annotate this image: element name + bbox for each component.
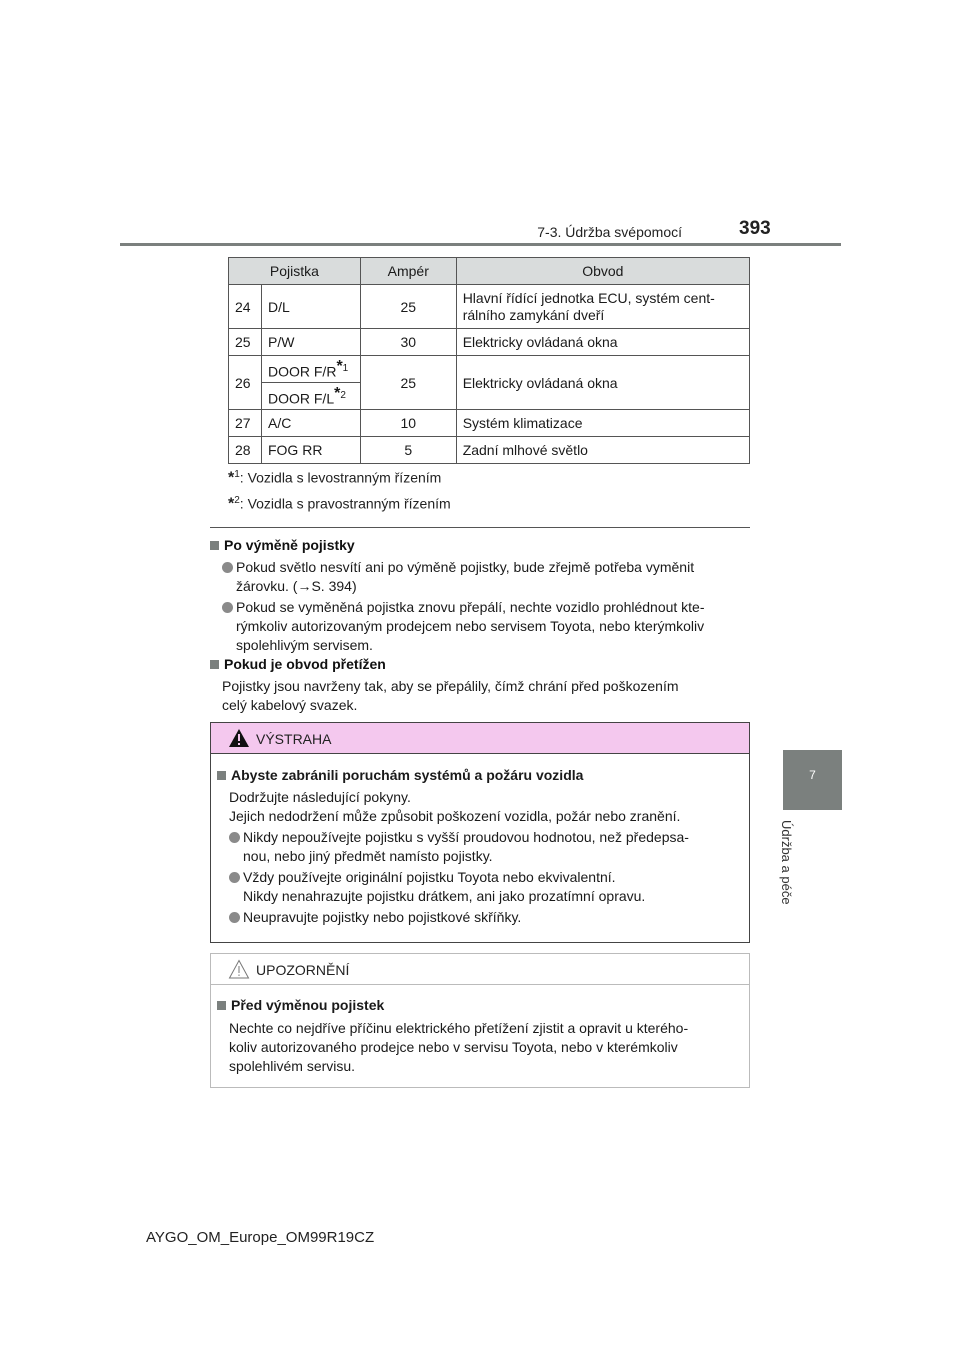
caution-text-line: koliv autorizovaného prodejce nebo v servisu Toyota, nebo v kterémkoliv	[229, 1039, 678, 1055]
warning-intro-line: Jejich nedodržení může způsobit poškození vozidla, požár nebo zranění.	[229, 808, 681, 824]
warning-heading	[217, 767, 583, 783]
fuse-amp: 5	[360, 437, 456, 464]
warning-box	[210, 722, 750, 943]
paragraph	[222, 677, 750, 715]
table-row	[229, 329, 750, 356]
caution-header	[211, 954, 749, 985]
fuse-amp: 25	[360, 356, 456, 410]
list-item-line: Pokud se vyměněná pojistka znovu přepálí, nechte vozidlo prohlédnout kte-	[236, 599, 705, 615]
header-rule	[120, 243, 841, 246]
fuse-no: 27	[229, 410, 262, 437]
warning-triangle-icon	[228, 728, 250, 748]
caution-heading	[217, 997, 384, 1013]
section-heading	[210, 537, 355, 553]
fuse-amp: 25	[360, 285, 456, 329]
caution-text-line: Nechte co nejdříve příčinu elektrického přetížení zjistit a opravit u kterého-	[229, 1020, 689, 1036]
bullet-dot-icon	[229, 912, 240, 923]
col-header-amp: Ampér	[360, 258, 456, 285]
caution-box	[210, 953, 750, 1088]
footnote-num: 1	[234, 469, 240, 480]
fuse-name: FOG RR	[261, 437, 360, 464]
warning-label: VÝSTRAHA	[256, 731, 332, 747]
square-bullet-icon	[217, 1001, 226, 1010]
fuse-circuit	[456, 285, 749, 329]
fuse-no: 28	[229, 437, 262, 464]
section-heading-text: Po výměně pojistky	[224, 537, 355, 553]
bullet-dot-icon	[222, 562, 233, 573]
warning-heading-text: Abyste zabránili poruchám systémů a požáru vozidla	[231, 767, 584, 783]
caution-text	[229, 1019, 743, 1076]
footnote-mark: *	[228, 495, 235, 513]
footnote-ref: 2	[340, 390, 346, 402]
fuse-circuit-line: Hlavní řídící jednotka ECU, systém cent-	[462, 289, 715, 306]
chapter-number: 7	[809, 768, 816, 782]
fuse-circuit: Elektricky ovládaná okna	[456, 329, 749, 356]
footnote-num: 2	[234, 495, 240, 506]
col-header-fuse: Pojistka	[229, 258, 361, 285]
fuse-name: A/C	[261, 410, 360, 437]
chapter-label-text: Údržba a péče	[779, 820, 794, 905]
caution-text-line: spolehlivém servisu.	[229, 1058, 356, 1074]
section-title: 7-3. Údržba svépomocí	[537, 224, 682, 240]
footnote-text: : Vozidla s pravostranným řízením	[239, 495, 451, 512]
fuse-circuit-line: rálního zamykání dveří	[462, 306, 605, 323]
fuse-circuit: Systém klimatizace	[456, 410, 749, 437]
fuse-table	[228, 257, 750, 464]
list-item-line: Neupravujte pojistky nebo pojistkové skříňky.	[243, 909, 522, 925]
list-item	[229, 908, 743, 927]
square-bullet-icon	[217, 771, 226, 780]
list-item-line: Nikdy nepoužívejte pojistku s vyšší proudovou hodnotou, než předepsa-	[243, 829, 689, 845]
list-item-line: spolehlivým servisem.	[236, 637, 373, 653]
caution-heading-text: Před výměnou pojistek	[231, 997, 385, 1013]
list-item	[222, 598, 750, 655]
caution-label: UPOZORNĚNÍ	[256, 962, 350, 978]
list-item	[222, 558, 750, 596]
footnote-mark: *	[334, 385, 341, 403]
table-row	[229, 285, 750, 329]
list-item	[229, 868, 743, 906]
bullet-dot-icon	[229, 832, 240, 843]
paragraph-line: Pojistky jsou navrženy tak, aby se přepálily, čímž chrání před poškozením	[222, 678, 679, 694]
fuse-amp: 30	[360, 329, 456, 356]
square-bullet-icon	[210, 541, 219, 550]
fuse-name: P/W	[261, 329, 360, 356]
square-bullet-icon	[210, 660, 219, 669]
fuse-name-text: DOOR F/L	[267, 390, 335, 407]
page-number: 393	[739, 218, 771, 239]
fuse-circuit: Zadní mlhové světlo	[456, 437, 749, 464]
footnote	[228, 469, 441, 488]
fuse-no: 25	[229, 329, 262, 356]
fuse-circuit: Elektricky ovládaná okna	[456, 356, 749, 410]
chapter-label	[779, 820, 806, 920]
section-heading-text: Pokud je obvod přetížen	[224, 656, 386, 672]
list-item-line: Nikdy nenahrazujte pojistku drátkem, ani jako prozatímní opravu.	[243, 888, 646, 904]
fuse-no: 26	[229, 356, 262, 410]
fuse-name-text: DOOR F/R	[267, 363, 337, 380]
list-item	[229, 828, 743, 866]
bullet-dot-icon	[222, 602, 233, 613]
list-item-line: nou, nebo jiný předmět namísto pojistky.	[243, 848, 493, 864]
footnote-mark: *	[228, 469, 235, 487]
list-item-line: rýmkoliv autorizovaným prodejcem nebo servisem Toyota, nebo kterýmkoliv	[236, 618, 705, 634]
footnote	[228, 495, 451, 514]
footnote-ref: 1	[342, 363, 349, 375]
warning-intro-line: Dodržujte následující pokyny.	[229, 789, 411, 805]
table-row	[229, 437, 750, 464]
section-heading	[210, 656, 386, 672]
warning-intro	[229, 788, 743, 826]
fuse-name: D/L	[261, 285, 360, 329]
section-divider	[210, 527, 750, 528]
footer-doc-id: AYGO_OM_Europe_OM99R19CZ	[146, 1229, 375, 1246]
bullet-dot-icon	[229, 872, 240, 883]
list-item-line: Vždy používejte originální pojistku Toyota nebo ekvivalentní.	[243, 869, 616, 885]
table-row	[229, 356, 750, 383]
warning-header	[211, 723, 749, 754]
list-item-line: Pokud světlo nesvítí ani po výměně pojistky, bude zřejmě potřeba vyměnit	[236, 559, 695, 575]
fuse-name	[261, 356, 360, 383]
paragraph-line: celý kabelový svazek.	[222, 697, 358, 713]
fuse-amp: 10	[360, 410, 456, 437]
chapter-tab	[783, 750, 842, 810]
caution-triangle-icon	[228, 959, 250, 979]
list-item-line: žárovku. (→S. 394)	[236, 578, 357, 594]
footnote-text: : Vozidla s levostranným řízením	[239, 469, 442, 486]
footnote-mark: *	[336, 358, 343, 376]
fuse-no: 24	[229, 285, 262, 329]
fuse-name	[261, 383, 360, 410]
table-row	[229, 410, 750, 437]
col-header-circuit: Obvod	[456, 258, 749, 285]
table-header-row	[229, 258, 750, 285]
